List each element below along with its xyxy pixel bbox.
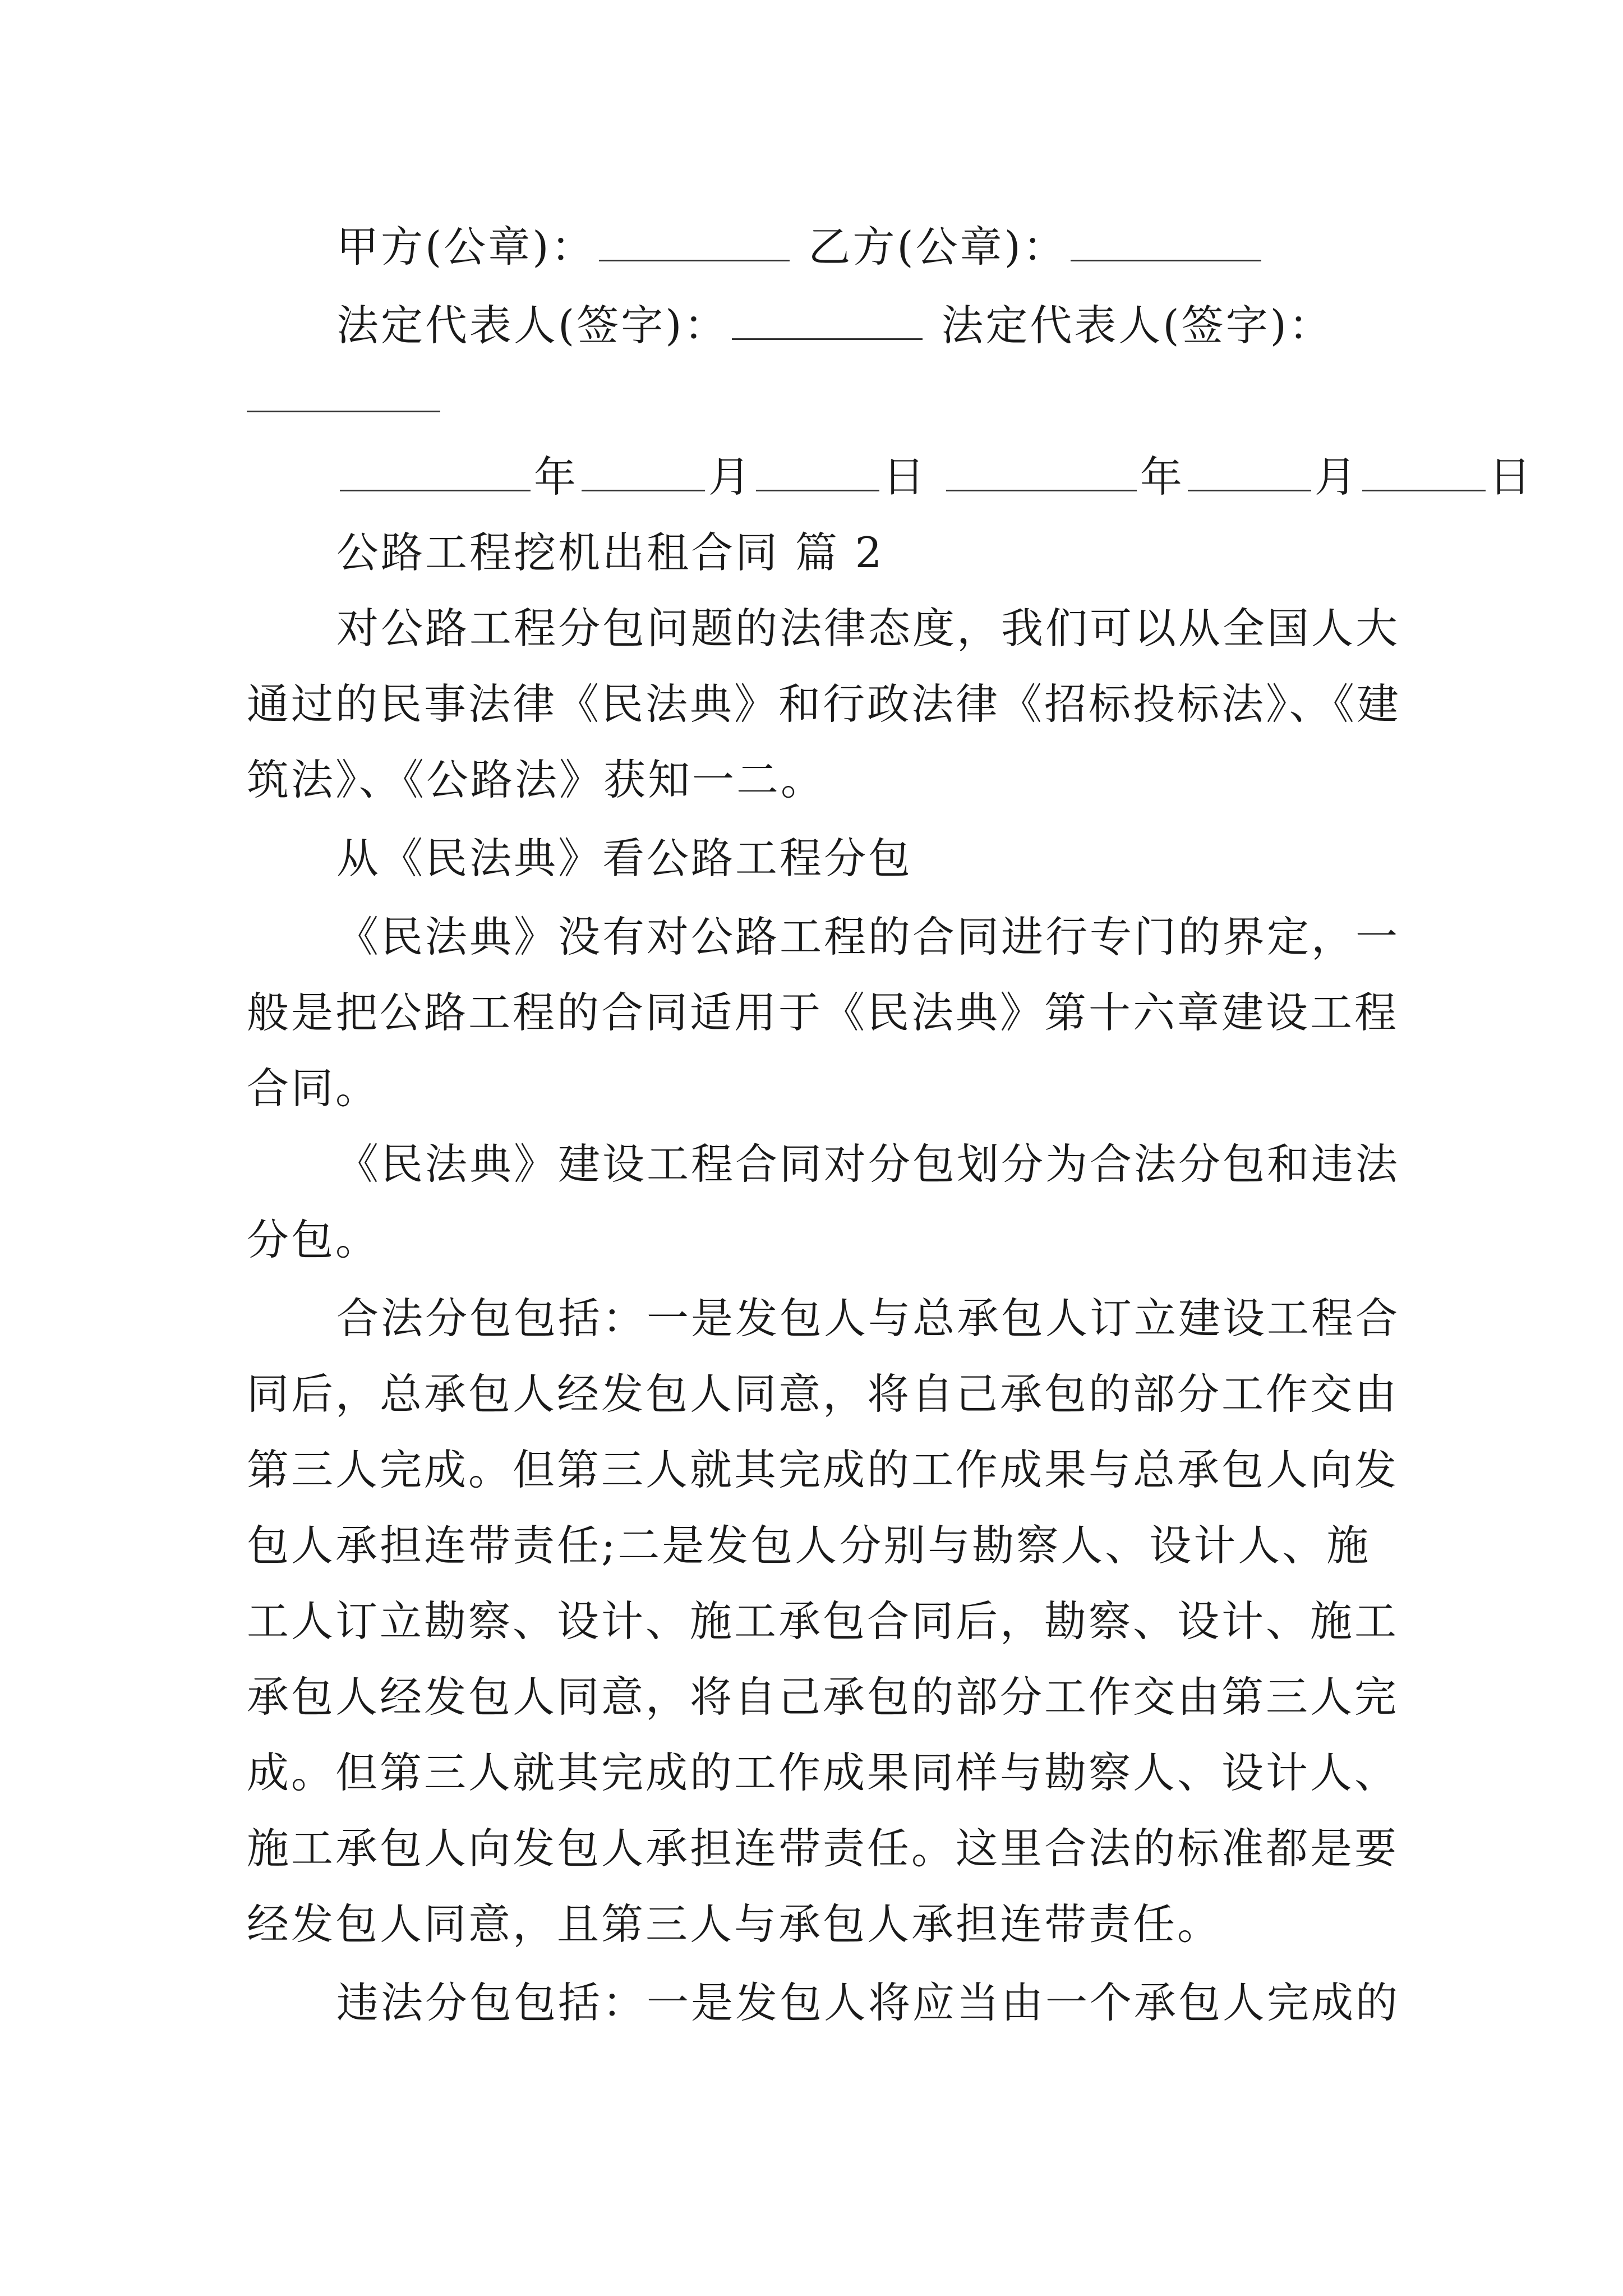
body-line: 对公路工程分包问题的法律态度，我们可以从全国人大 [336,604,1400,653]
date-a-year-blank [340,455,531,491]
body-line: 般是把公路工程的合同适用于《民法典》第十六章建设工程 [247,988,1399,1037]
date-a-day-blank [756,455,879,491]
body-line: 包人承担连带责任;二是发包人分别与勘察人、设计人、施 [247,1521,1371,1570]
date-line [336,449,1533,505]
body-line: 第三人完成。但第三人就其完成的工作成果与总承包人向发 [247,1445,1399,1494]
body-line: 合同。 [247,1064,380,1113]
date-a-month-blank [582,455,705,491]
section-title: 公路工程挖机出租合同 篇 2 [336,528,884,577]
date-b-month-label: 月 [1314,452,1359,501]
party-b-seal-label: 乙方(公章)： [808,222,1067,272]
body-line: 同后，总承包人经发包人同意，将自己承包的部分工作交由 [247,1369,1399,1419]
date-b-month-blank [1188,455,1311,491]
date-a-month-label: 月 [708,452,753,501]
body-line: 经发包人同意，且第三人与承包人承担连带责任。 [247,1899,1222,1949]
date-b-year-blank [946,455,1137,491]
date-b-day-label: 日 [1488,452,1533,501]
legal-rep-b-blank [247,411,440,412]
body-line: 承包人经发包人同意，将自己承包的部分工作交由第三人完 [247,1672,1399,1722]
date-a-day-label: 日 [883,452,928,501]
body-line: 违法分包包括：一是发包人将应当由一个承包人完成的 [336,1978,1400,2027]
date-b-year-label: 年 [1140,452,1184,501]
body-line: 合法分包包括：一是发包人与总承包人订立建设工程合 [336,1294,1400,1343]
party-a-seal-label: 甲方(公章)： [336,222,596,272]
legal-rep-a-label: 法定代表人(签字)： [336,301,728,350]
body-line: 筑法》、《公路法》获知一二。 [247,755,826,804]
legal-rep-b-label: 法定代表人(签字)： [941,301,1333,350]
body-line: 《民法典》建设工程合同对分包划分为合法分包和违法 [336,1139,1400,1189]
body-line: 分包。 [247,1215,380,1264]
body-line: 通过的民事法律《民法典》和行政法律《招标投标法》、《建 [247,679,1401,729]
date-a-year-label: 年 [534,452,579,501]
body-line: 《民法典》没有对公路工程的合同进行专门的界定，一 [336,912,1400,961]
body-line: 施工承包人向发包人承担连带责任。这里合法的标准都是要 [247,1824,1399,1873]
party-a-seal-blank [599,225,790,261]
party-b-seal-blank [1071,225,1261,261]
legal-rep-a-blank [732,303,923,340]
body-line: 工人订立勘察、设计、施工承包合同后，勘察、设计、施工 [247,1596,1399,1646]
date-b-day-blank [1362,455,1486,491]
body-line: 成。但第三人就其完成的工作成果同样与勘察人、设计人、 [247,1748,1399,1797]
party-seal-line [336,219,1402,275]
subheading: 从《民法典》看公路工程分包 [336,834,913,883]
legal-rep-line [336,297,1402,353]
